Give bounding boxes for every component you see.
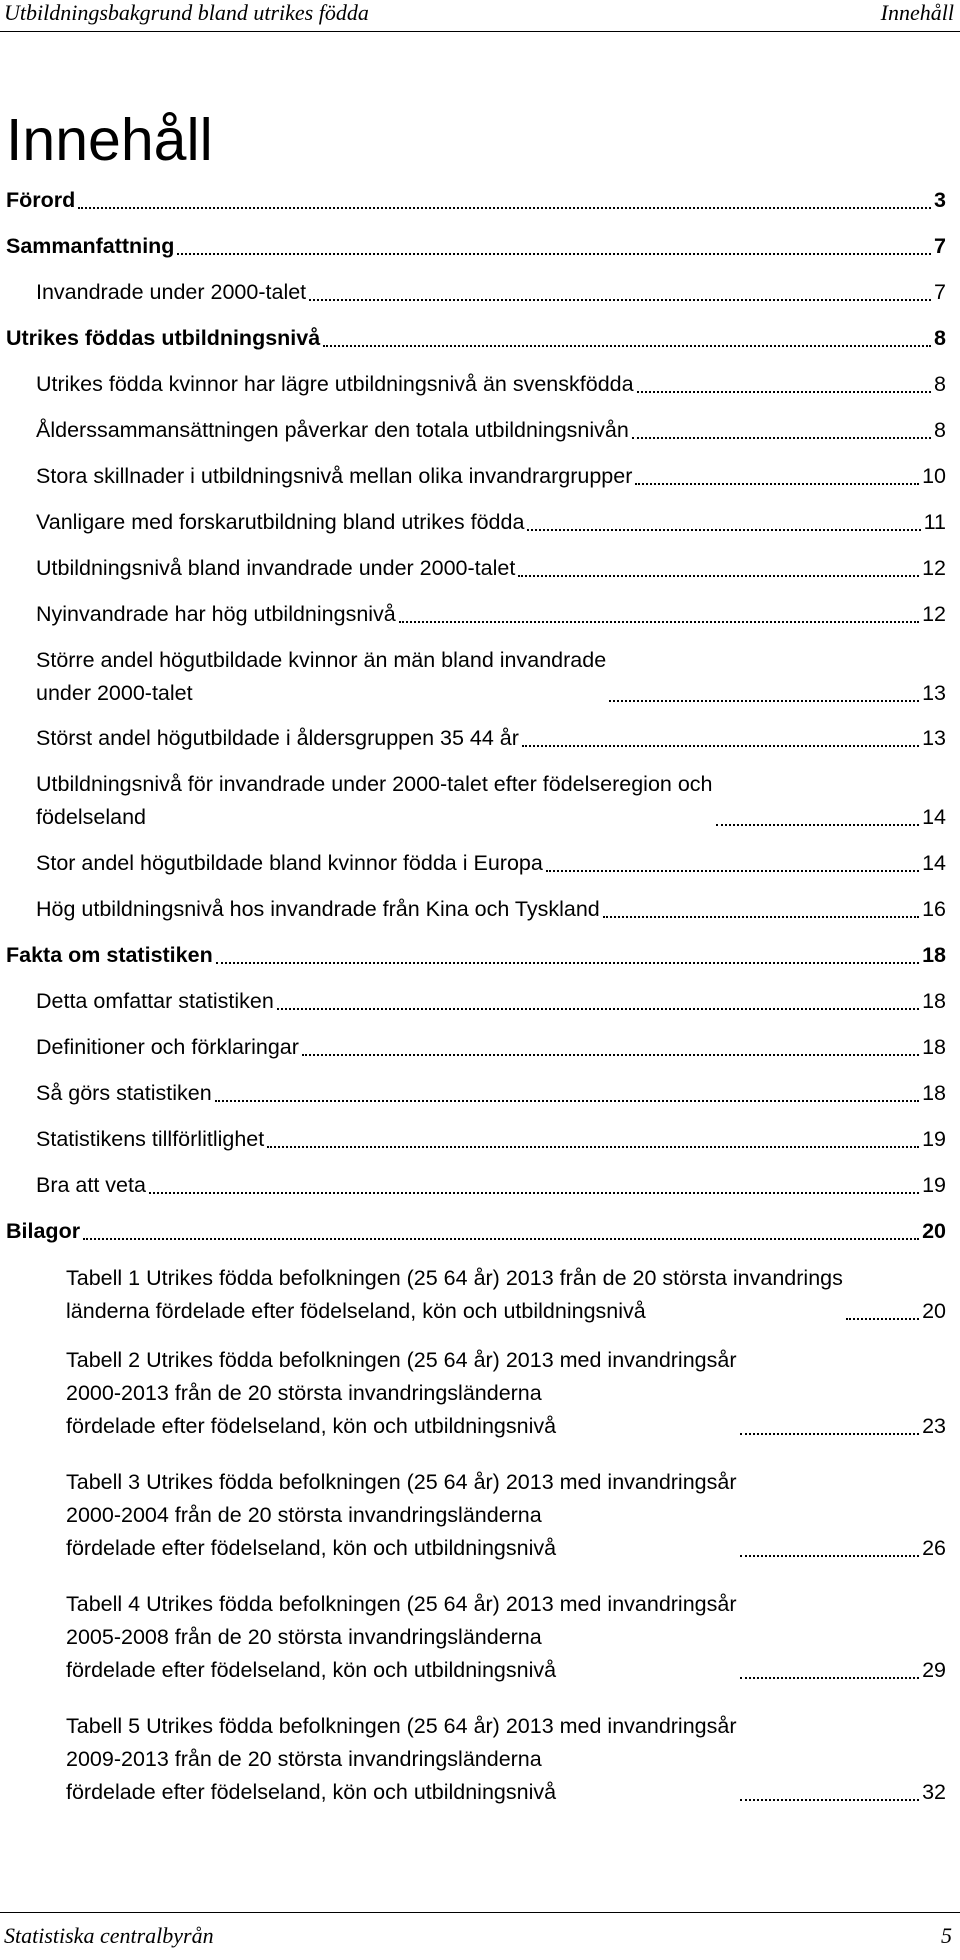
toc-leader-dots [149, 1192, 919, 1194]
toc-leader-dots [267, 1146, 919, 1148]
toc-leader-dots [78, 207, 931, 209]
toc-leader-dots [740, 1433, 920, 1435]
toc-leader-dots [399, 621, 919, 623]
toc-entry-label: Sammanfattning [6, 234, 175, 258]
toc-entry[interactable] [36, 644, 946, 710]
toc-entry-page: 13 [922, 681, 946, 705]
toc-entry-page: 18 [922, 1081, 946, 1105]
toc-entry[interactable] [36, 506, 946, 539]
page-title: Innehåll [6, 107, 213, 173]
toc-entry-label: Statistikens tillförlitlighet [36, 1127, 265, 1151]
toc-entry[interactable] [66, 1262, 946, 1328]
toc-leader-dots [740, 1555, 920, 1557]
toc-entry-label: Störst andel högutbildade i åldersgruppen 35 44 år [36, 726, 519, 750]
toc-leader-dots [637, 391, 931, 393]
toc-entry[interactable] [36, 1123, 946, 1156]
toc-entry-page: 7 [934, 280, 946, 304]
toc-entry-page: 8 [934, 326, 946, 350]
toc-leader-dots [603, 916, 919, 918]
toc-entry-label: Ålderssammansättningen påverkar den totala utbildningsnivån [36, 418, 629, 442]
toc-entry[interactable] [6, 230, 946, 263]
toc-leader-dots [546, 870, 919, 872]
toc-entry-page: 14 [922, 851, 946, 875]
toc-entry-page: 23 [922, 1414, 946, 1438]
toc-entry[interactable] [36, 985, 946, 1018]
toc-leader-dots [522, 745, 919, 747]
toc-leader-dots [632, 437, 931, 439]
toc-entry-page: 26 [922, 1536, 946, 1560]
toc-entry-label: Större andel högutbildade kvinnor än män bland invandrade under 2000-talet [36, 648, 607, 705]
toc-leader-dots [83, 1238, 919, 1240]
toc-entry-page: 11 [923, 510, 946, 534]
toc-entry-label: Tabell 4 Utrikes födda befolkningen (25 64 år) 2013 med invandringsår 2005-2008 från de 20 största invandringsländerna fördelade efter födelseland, kön och utbildningsnivå [66, 1592, 737, 1682]
running-footer [0, 1922, 960, 1950]
toc-entry[interactable] [6, 184, 946, 217]
toc-entry-label: Utbildningsnivå bland invandrade under 2000-talet [36, 556, 516, 580]
toc-entry-label: Bilagor [6, 1219, 81, 1243]
header-section: Innehåll [880, 0, 954, 25]
toc-entry[interactable] [36, 368, 946, 401]
toc-entry-label: Bra att veta [36, 1173, 146, 1197]
toc-leader-dots [740, 1677, 920, 1679]
toc-entry-page: 8 [934, 418, 946, 442]
toc-entry-page: 18 [922, 943, 946, 967]
footer-page-number: 5 [941, 1923, 952, 1948]
toc-entry-label: Vanligare med forskarutbildning bland utrikes födda [36, 510, 525, 534]
toc-entry-page: 29 [922, 1658, 946, 1682]
toc-leader-dots [216, 962, 919, 964]
toc-leader-dots [215, 1100, 919, 1102]
toc-entry-label: Fakta om statistiken [6, 943, 213, 967]
toc-leader-dots [635, 483, 919, 485]
toc-entry-label: Invandrade under 2000-talet [36, 280, 307, 304]
toc-entry-label: Detta omfattar statistiken [36, 989, 274, 1013]
toc-entry-page: 19 [922, 1173, 946, 1197]
toc-leader-dots [716, 824, 920, 826]
toc-entry-label: Tabell 1 Utrikes födda befolkningen (25 64 år) 2013 från de 20 största invandrings länderna fördelade efter födelseland, kön och utbildningsnivå [66, 1266, 843, 1323]
toc-entry-label: Hög utbildningsnivå hos invandrade från Kina och Tyskland [36, 897, 600, 921]
toc-entry-page: 32 [922, 1780, 946, 1804]
toc-leader-dots [277, 1008, 919, 1010]
toc-entry-page: 12 [922, 556, 946, 580]
header-title: Utbildningsbakgrund bland utrikes födda [4, 0, 369, 25]
footer-divider [0, 1912, 960, 1913]
toc-entry[interactable] [66, 1588, 946, 1687]
toc-entry-label: Utrikes föddas utbildningsnivå [6, 326, 321, 350]
toc-leader-dots [846, 1318, 919, 1320]
toc-entry[interactable] [36, 722, 946, 755]
toc-entry-page: 10 [922, 464, 946, 488]
toc-leader-dots [740, 1799, 920, 1801]
toc-entry-page: 16 [922, 897, 946, 921]
toc-entry[interactable] [66, 1344, 946, 1443]
toc-entry[interactable] [36, 847, 946, 880]
toc-entry[interactable] [6, 322, 946, 355]
toc-entry-label: Stora skillnader i utbildningsnivå mellan olika invandrargrupper [36, 464, 633, 488]
toc-entry[interactable] [66, 1710, 946, 1809]
toc-leader-dots [309, 299, 931, 301]
toc-entry-page: 18 [922, 989, 946, 1013]
toc-entry[interactable] [36, 552, 946, 585]
toc-entry-label: Förord [6, 188, 76, 212]
toc-entry-page: 19 [922, 1127, 946, 1151]
toc-entry[interactable] [36, 1031, 946, 1064]
toc-entry-label: Tabell 2 Utrikes födda befolkningen (25 64 år) 2013 med invandringsår 2000-2013 från de 20 största invandringsländerna fördelade efter födelseland, kön och utbildningsnivå [66, 1348, 737, 1438]
toc-entry-page: 8 [934, 372, 946, 396]
toc-entry-page: 13 [922, 726, 946, 750]
toc-entry[interactable] [36, 460, 946, 493]
toc-entry[interactable] [36, 276, 946, 309]
toc-entry-label: Definitioner och förklaringar [36, 1035, 299, 1059]
toc-leader-dots [323, 345, 931, 347]
toc-entry-label: Utrikes födda kvinnor har lägre utbildningsnivå än svenskfödda [36, 372, 634, 396]
toc-entry-label: Tabell 5 Utrikes födda befolkningen (25 64 år) 2013 med invandringsår 2009-2013 från de 20 största invandringsländerna fördelade efter födelseland, kön och utbildningsnivå [66, 1714, 737, 1804]
toc-entry[interactable] [36, 598, 946, 631]
toc-entry[interactable] [36, 1169, 946, 1202]
toc-entry-page: 20 [922, 1219, 946, 1243]
toc-entry-label: Stor andel högutbildade bland kvinnor födda i Europa [36, 851, 543, 875]
toc-entry-page: 3 [934, 188, 946, 212]
toc-leader-dots [302, 1054, 919, 1056]
toc-entry[interactable] [36, 893, 946, 926]
toc-entry-label: Tabell 3 Utrikes födda befolkningen (25 64 år) 2013 med invandringsår 2000-2004 från de 20 största invandringsländerna fördelade efter födelseland, kön och utbildningsnivå [66, 1470, 737, 1560]
toc-entry-page: 18 [922, 1035, 946, 1059]
toc-entry[interactable] [36, 768, 946, 834]
footer-publisher: Statistiska centralbyrån [4, 1923, 214, 1948]
toc-entry[interactable] [36, 1077, 946, 1110]
toc-entry-page: 12 [922, 602, 946, 626]
toc-entry-page: 7 [934, 234, 946, 258]
toc-entry-page: 14 [922, 805, 946, 829]
toc-entry-page: 20 [922, 1299, 946, 1323]
toc-entry-label: Nyinvandrade har hög utbildningsnivå [36, 602, 396, 626]
toc-leader-dots [609, 700, 919, 702]
toc-entry[interactable] [6, 939, 946, 972]
toc-entry[interactable] [36, 414, 946, 447]
toc-entry-label: Utbildningsnivå för invandrade under 2000-talet efter födelseregion och födelseland [36, 772, 713, 829]
toc-entry[interactable] [66, 1466, 946, 1565]
toc-leader-dots [177, 253, 931, 255]
toc-leader-dots [527, 529, 920, 531]
toc-leader-dots [518, 575, 919, 577]
toc-entry-label: Så görs statistiken [36, 1081, 212, 1105]
toc-entry[interactable] [6, 1215, 946, 1248]
